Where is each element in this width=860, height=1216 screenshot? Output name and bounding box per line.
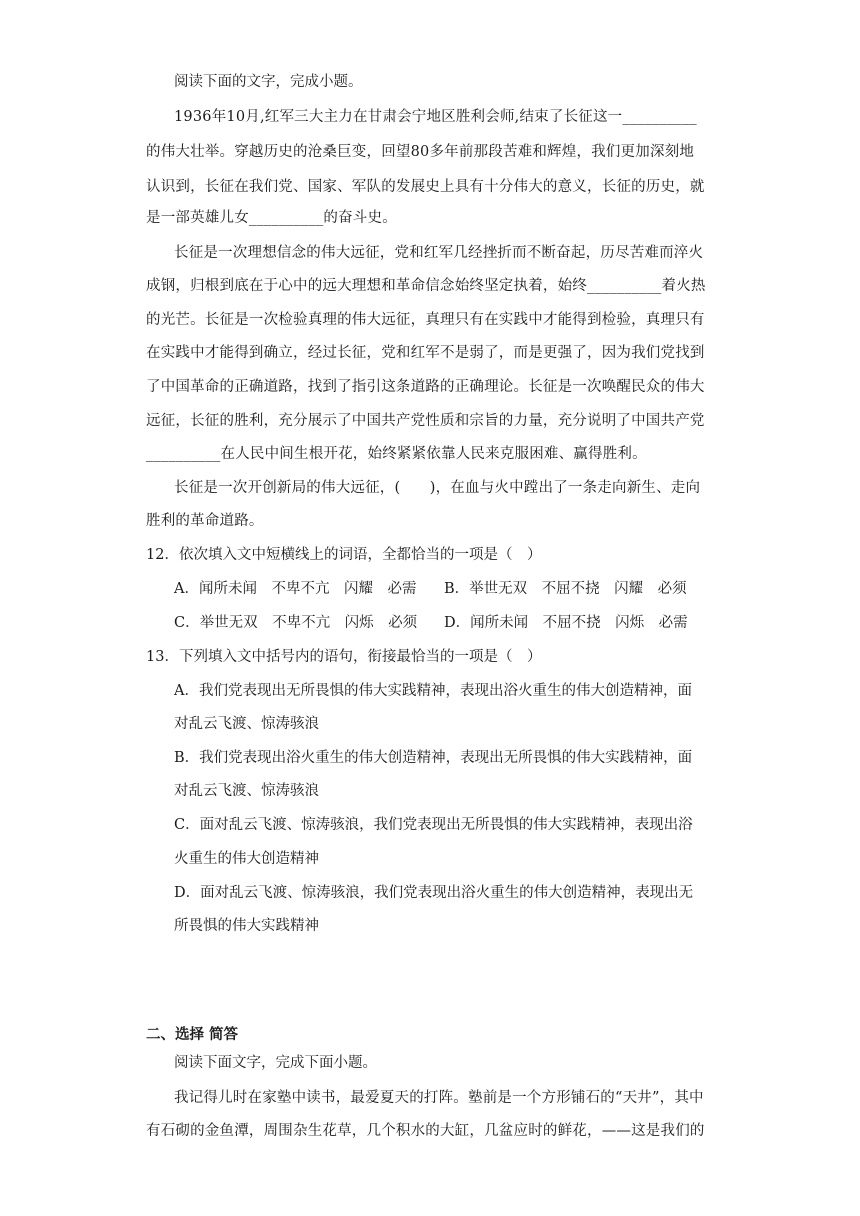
passage-line: 了中国革命的正确道路，找到了指引这条道路的正确理论。长征是一次唤醒民众的伟大 xyxy=(146,379,705,395)
q13-option-d-line: 所畏惧的伟大实践精神 xyxy=(174,918,319,934)
passage-line: 成钢，归根到底在于心中的远大理想和革命信念始终坚定执着，始终__________着火热 xyxy=(146,278,706,294)
passage-line: 认识到，长征在我们党、国家、军队的发展史上具有十分伟大的意义，长征的历史，就 xyxy=(146,179,705,195)
question-12-stem: 12．依次填入文中短横线上的词语，全都恰当的一项是（ ） xyxy=(146,547,542,563)
q12-option-c[interactable]: C．举世无双 不卑不亢 闪烁 必须 xyxy=(174,615,418,631)
q12-option-a[interactable]: A．闻所未闻 不卑不亢 闪耀 必需 xyxy=(174,581,417,597)
passage-line: 在实践中才能得到确立，经过长征，党和红军不是弱了，而是更强了，因为我们党找到 xyxy=(146,345,705,361)
q13-option-d-line: D．面对乱云飞渡、惊涛骇浪，我们党表现出浴火重生的伟大创造精神，表现出无 xyxy=(174,885,694,901)
section-heading: 二、选择 简答 xyxy=(146,1026,239,1043)
passage-line: __________在人民中间生根开花，始终紧紧依靠人民来克服困难、赢得胜利。 xyxy=(146,446,647,462)
passage-line: 远征，长征的胜利，充分展示了中国共产党性质和宗旨的力量，充分说明了中国共产党 xyxy=(146,413,705,429)
q13-option-c-line: C．面对乱云飞渡、惊涛骇浪，我们党表现出无所畏惧的伟大实践精神，表现出浴 xyxy=(174,817,693,833)
q13-option-a-line: 对乱云飞渡、惊涛骇浪 xyxy=(174,716,319,732)
q13-option-c-line: 火重生的伟大创造精神 xyxy=(174,851,319,867)
passage-intro: 阅读下面的文字，完成小题。 xyxy=(174,74,363,90)
passage-line: 是一部英雄儿女__________的奋斗史。 xyxy=(146,210,397,226)
q13-option-b-line: B．我们党表现出浴火重生的伟大创造精神，表现出无所畏惧的伟大实践精神，面 xyxy=(174,750,693,766)
q13-option-b-line: 对乱云飞渡、惊涛骇浪 xyxy=(174,783,319,799)
passage-line: 的伟大壮举。穿越历史的沧桑巨变，回望80多年前那段苦难和辉煌，我们更加深刻地 xyxy=(146,144,695,160)
passage-line: 胜利的革命道路。 xyxy=(146,513,264,529)
passage-line: 我记得儿时在家塾中读书，最爱夏天的打阵。塾前是一个方形铺石的“天井”，其中 xyxy=(174,1090,704,1106)
q12-option-d[interactable]: D．闻所未闻 不屈不挠 闪烁 必需 xyxy=(444,615,688,631)
passage-line: 长征是一次开创新局的伟大远征，( )，在血与火中蹚出了一条走向新生、走向 xyxy=(174,480,701,496)
passage-line: 的光芒。长征是一次检验真理的伟大远征，真理只有在实践中才能得到检验，真理只有 xyxy=(146,312,705,328)
passage-line: 1936年10月,红军三大主力在甘肃会宁地区胜利会师,结束了长征这一__________ xyxy=(174,109,697,125)
q12-option-b[interactable]: B．举世无双 不屈不挠 闪耀 必须 xyxy=(444,581,687,597)
question-13-stem: 13．下列填入文中括号内的语句，衔接最恰当的一项是（ ） xyxy=(146,649,542,665)
section-intro: 阅读下面文字，完成下面小题。 xyxy=(174,1055,377,1071)
passage-line: 有石砌的金鱼潭，周围杂生花草，几个积水的大缸，几盆应时的鲜花，——这是我们的 xyxy=(146,1123,705,1139)
passage-line: 长征是一次理想信念的伟大远征，党和红军几经挫折而不断奋起，历尽苦难而淬火 xyxy=(174,245,704,261)
q13-option-a-line: A．我们党表现出无所畏惧的伟大实践精神，表现出浴火重生的伟大创造精神，面 xyxy=(174,683,692,699)
